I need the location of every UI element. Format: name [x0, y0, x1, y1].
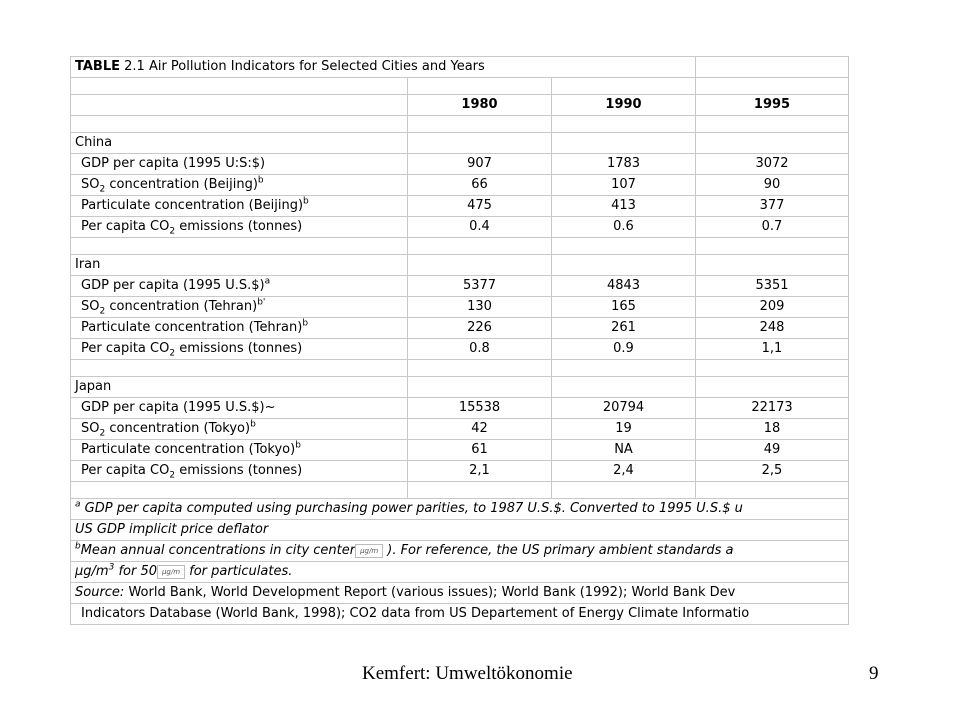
value-cell: 20794 — [552, 398, 696, 419]
footer-author-course: Kemfert: Umweltökonomie — [362, 663, 573, 684]
note-deflator-row — [71, 520, 849, 541]
value-cell: 2,4 — [552, 461, 696, 482]
value-cell: 2,1 — [408, 461, 552, 482]
spacer-row — [71, 116, 849, 133]
source-row — [71, 583, 849, 604]
table-row — [71, 276, 849, 297]
value-cell: 413 — [552, 196, 696, 217]
row-label: Particulate concentration (Beijing)$^b$ — [71, 196, 408, 217]
table-row — [71, 196, 849, 217]
value-cell: 0.9 — [552, 339, 696, 360]
table-row — [71, 440, 849, 461]
table-title-row — [71, 57, 849, 78]
value-cell: 0.8 — [408, 339, 552, 360]
table-body — [71, 57, 849, 482]
year-header-row — [71, 95, 849, 116]
row-label: Per capita $CO_2$ emissions (tonnes) — [71, 217, 408, 238]
value-cell: 907 — [408, 154, 552, 175]
value-cell: NA — [552, 440, 696, 461]
table-title-text: 2.1 Air Pollution Indicators for Selected Cities and Years — [120, 59, 485, 74]
spacer-row — [71, 238, 849, 255]
table-row — [71, 398, 849, 419]
value-cell: 1,1 — [696, 339, 849, 360]
note-units: $\mu g/m^3$ for 50 μg/m for particulates. — [71, 562, 849, 583]
section-name: Iran — [71, 255, 408, 276]
table-title — [71, 57, 696, 78]
value-cell: 0.7 — [696, 217, 849, 238]
section-header-row — [71, 133, 849, 154]
row-label: $SO_2$ concentration (Beijing)$^b$ — [71, 175, 408, 196]
note-deflator: US GDP implicit price deflator — [71, 520, 849, 541]
value-cell: 209 — [696, 297, 849, 318]
spacer-row — [71, 482, 849, 499]
section-header-row — [71, 377, 849, 398]
note-a-row — [71, 499, 849, 520]
row-label: GDP per capita (1995 U:S:$) — [71, 154, 408, 175]
year-header: 1995 — [696, 95, 849, 116]
value-cell: 15538 — [408, 398, 552, 419]
unit-image-box: μg/m — [355, 544, 383, 558]
row-label: Particulate concentration (Tehran)$^b$ — [71, 318, 408, 339]
table-row — [71, 175, 849, 196]
table-row — [71, 419, 849, 440]
value-cell: 377 — [696, 196, 849, 217]
section-name: China — [71, 133, 408, 154]
value-cell: 0.4 — [408, 217, 552, 238]
row-label: Particulate concentration (Tokyo)$^b$ — [71, 440, 408, 461]
value-cell: 475 — [408, 196, 552, 217]
row-label: $SO_2$ concentration (Tokyo)$^b$ — [71, 419, 408, 440]
table-row — [71, 217, 849, 238]
table-row — [71, 154, 849, 175]
value-cell: 42 — [408, 419, 552, 440]
value-cell: 248 — [696, 318, 849, 339]
year-header: 1990 — [552, 95, 696, 116]
value-cell: 5377 — [408, 276, 552, 297]
value-cell: 165 — [552, 297, 696, 318]
value-cell: 0.6 — [552, 217, 696, 238]
source-note-continued: Indicators Database (World Bank, 1998); CO2 data from US Departement of Energy Climate Informatio — [71, 604, 849, 625]
value-cell: 18 — [696, 419, 849, 440]
table-notes — [71, 482, 849, 625]
note-b-row — [71, 541, 849, 562]
note-b: $^b$Mean annual concentrations in city center μg/m ). For reference, the US primary ambient standards a — [71, 541, 849, 562]
row-label: GDP per capita (1995 U.S.$)~ — [71, 398, 408, 419]
section-name: Japan — [71, 377, 408, 398]
row-label: Per capita $CO_2$ emissions (tonnes) — [71, 339, 408, 360]
air-pollution-table — [70, 56, 849, 625]
row-label: $SO_2$ concentration (Tehran)$^{b'}$ — [71, 297, 408, 318]
section-header-row — [71, 255, 849, 276]
year-header: 1980 — [408, 95, 552, 116]
table-row — [71, 318, 849, 339]
page-number: 9 — [869, 663, 879, 684]
spacer-row — [71, 78, 849, 95]
row-label: GDP per capita (1995 U.S.$)$^a$ — [71, 276, 408, 297]
table-row — [71, 339, 849, 360]
value-cell: 3072 — [696, 154, 849, 175]
source-note: Source: World Bank, World Development Report (various issues); World Bank (1992); World Bank Dev — [71, 583, 849, 604]
value-cell: 1783 — [552, 154, 696, 175]
unit-image-box: μg/m — [157, 565, 185, 579]
value-cell: 130 — [408, 297, 552, 318]
note-a: $^a$ GDP per capita computed using purchasing power parities, to 1987 U.S.$. Converted to 1995 U.S.$ u — [71, 499, 849, 520]
value-cell: 2,5 — [696, 461, 849, 482]
value-cell: 5351 — [696, 276, 849, 297]
spacer-row — [71, 360, 849, 377]
value-cell: 107 — [552, 175, 696, 196]
value-cell: 261 — [552, 318, 696, 339]
value-cell: 90 — [696, 175, 849, 196]
value-cell: 4843 — [552, 276, 696, 297]
value-cell: 66 — [408, 175, 552, 196]
row-label: Per capita $CO_2$ emissions (tonnes) — [71, 461, 408, 482]
value-cell: 19 — [552, 419, 696, 440]
table-row — [71, 297, 849, 318]
note-units-row — [71, 562, 849, 583]
value-cell: 22173 — [696, 398, 849, 419]
value-cell: 226 — [408, 318, 552, 339]
value-cell: 61 — [408, 440, 552, 461]
source-cont-row — [71, 604, 849, 625]
table-title-prefix: TABLE — [75, 59, 120, 74]
value-cell: 49 — [696, 440, 849, 461]
table-row — [71, 461, 849, 482]
